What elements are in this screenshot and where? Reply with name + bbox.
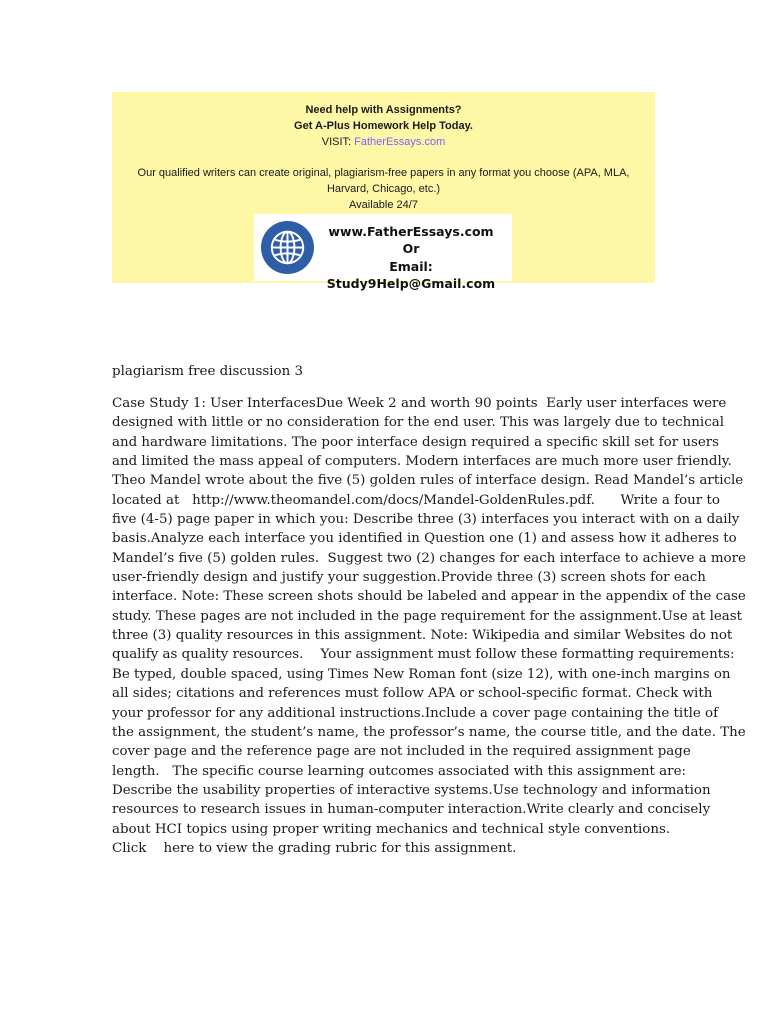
body-line: Mandel’s five (5) golden rules. Suggest two (2) changes for each interface to achieve a more [112,550,746,566]
body-line: the assignment, the student’s name, the professor’s name, the course title, and the date. The [112,724,746,740]
body-line: user-friendly design and justify your suggestion.Provide three (3) screen shots for each [112,570,706,586]
body-line: located at http://www.theomandel.com/docs/Mandel-GoldenRules.pdf. Write a four to [112,492,720,508]
body-line: three (3) quality resources in this assignment. Note: Wikipedia and similar Websites do not [112,628,733,644]
body-line: study. These pages are not included in the page requirement for the assignment.Use at least [112,608,743,624]
body-line: and hardware limitations. The poor interface design required a specific skill set for users [112,434,720,450]
logo-email: Email: Study9Help@Gmail.com [326,259,496,291]
banner-headline: Need help with Assignments? [305,104,462,116]
body-line: about HCI topics using proper writing mechanics and technical style conventions. [112,821,671,837]
visit-link[interactable]: FatherEssays.com [354,136,446,148]
banner-visit [112,134,655,150]
globe-icon [260,220,315,275]
body-line: Theo Mandel wrote about the five (5) golden rules of interface design. Read Mandel’s article [112,473,744,489]
document-title: plagiarism free discussion 3 [112,364,303,379]
body-line: qualify as quality resources. Your assignment must follow these formatting requirements: [112,647,735,663]
ad-banner [112,92,655,291]
body-line: Case Study 1: User InterfacesDue Week 2 and worth 90 points Early user interfaces were [112,396,727,411]
logo-card [254,214,512,291]
body-line: interface. Note: These screen shots should be labeled and appear in the appendix of the case [112,589,746,605]
body-line: your professor for any additional instructions.Include a cover page containing the title of [112,705,719,721]
banner-subheadline: Get A-Plus Homework Help Today. [294,120,473,132]
logo-or: Or [402,241,420,256]
body-line: resources to research issues in human-computer interaction.Write clearly and concisely [112,802,711,818]
body-line: Be typed, double spaced, using Times New Roman font (size 12), with one-inch margins on [112,666,731,682]
logo-website: www.FatherEssays.com [328,224,494,239]
body-line: Click here to view the grading rubric for this assignment. [112,840,517,856]
banner-description: Our qualified writers can create original, plagiarism-free papers in any format you choose (APA, MLA, Harvard, Chicago, etc.) [137,167,630,195]
body-line: length. The specific course learning outcomes associated with this assignment are: [112,763,686,779]
document-body [112,394,746,858]
body-line: all sides; citations and references must follow APA or school-specific format. Check with [112,686,713,702]
body-line: basis.Analyze each interface you identified in Question one (1) and assess how it adheres to [112,531,737,547]
body-line: Describe the usability properties of interactive systems.Use technology and information [112,782,711,798]
body-line: cover page and the reference page are not included in the required assignment page [112,744,691,760]
body-line: designed with little or no consideration for the end user. This was largely due to technical [112,415,724,431]
banner-availability: Available 24/7 [349,199,418,211]
visit-label: VISIT: [321,136,355,148]
body-line: five (4-5) page paper in which you: Describe three (3) interfaces you interact with on a daily [112,512,740,528]
body-line: and limited the mass appeal of computers. Modern interfaces are much more user friendly. [112,454,732,470]
